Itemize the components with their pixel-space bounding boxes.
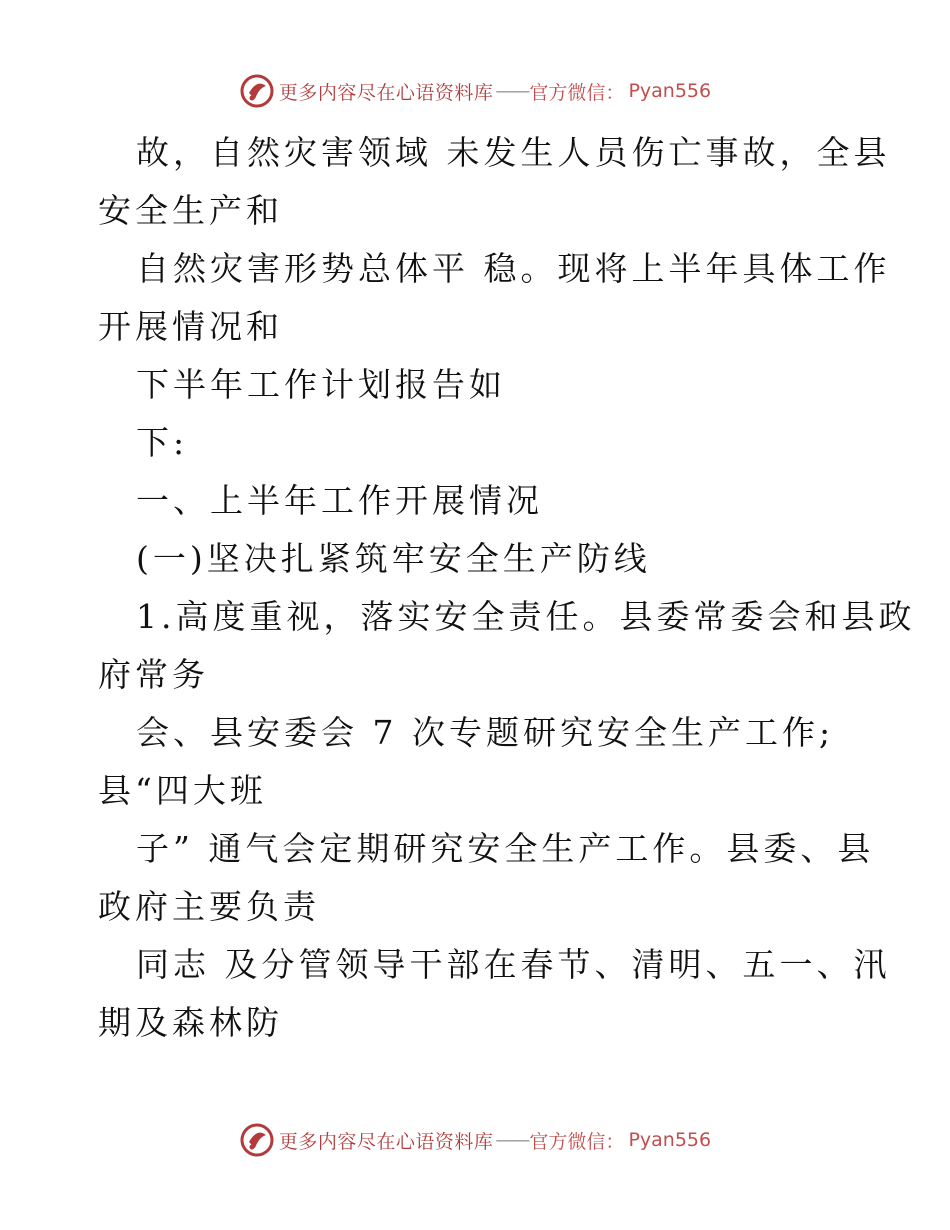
watermark-account-id: Pyan556: [628, 1129, 712, 1151]
text-line: 下:: [136, 423, 189, 462]
text-line: 县“四大班: [98, 771, 267, 810]
text-line: 1.高度重视，落实安全责任。县委常委会和县政: [136, 597, 916, 636]
seal-logo-icon: [239, 1122, 275, 1158]
watermark-account-label: 官方微信：: [529, 81, 625, 104]
watermark-text: 更多内容尽在心语资料库: [278, 1130, 494, 1153]
section-heading: 一、上半年工作开展情况: [136, 481, 543, 520]
text-line: 期及森林防: [98, 1003, 283, 1042]
text-line: 子” 通气会定期研究安全生产工作。县委、县: [136, 829, 875, 868]
footer-watermark: [0, 1120, 950, 1160]
watermark-account-id: Pyan556: [628, 80, 712, 102]
text-line: 开展情况和: [98, 307, 283, 346]
text-line: 安全生产和: [98, 191, 283, 230]
text-line: 政府主要负责: [98, 887, 320, 926]
text-line: 会、县安委会 7 次专题研究安全生产工作;: [136, 713, 835, 752]
header-watermark: [0, 71, 950, 111]
watermark-separator: ——: [495, 80, 528, 102]
text-line: 自然灾害形势总体平 稳。现将上半年具体工作: [136, 249, 891, 288]
watermark-text: 更多内容尽在心语资料库: [278, 81, 494, 104]
text-line: 府常务: [98, 655, 209, 694]
text-line: 同志 及分管领导干部在春节、清明、五一、汛: [136, 945, 891, 984]
watermark-separator: ——: [495, 1129, 528, 1151]
watermark-account-label: 官方微信：: [529, 1130, 625, 1153]
seal-logo-icon: [239, 73, 275, 109]
subsection-heading: (一)坚决扎紧筑牢安全生产防线: [136, 539, 651, 578]
text-line: 故，自然灾害领域 未发生人员伤亡事故，全县: [136, 133, 891, 172]
document-body: [0, 124, 950, 1052]
text-line: 下半年工作计划报告如: [136, 365, 506, 404]
